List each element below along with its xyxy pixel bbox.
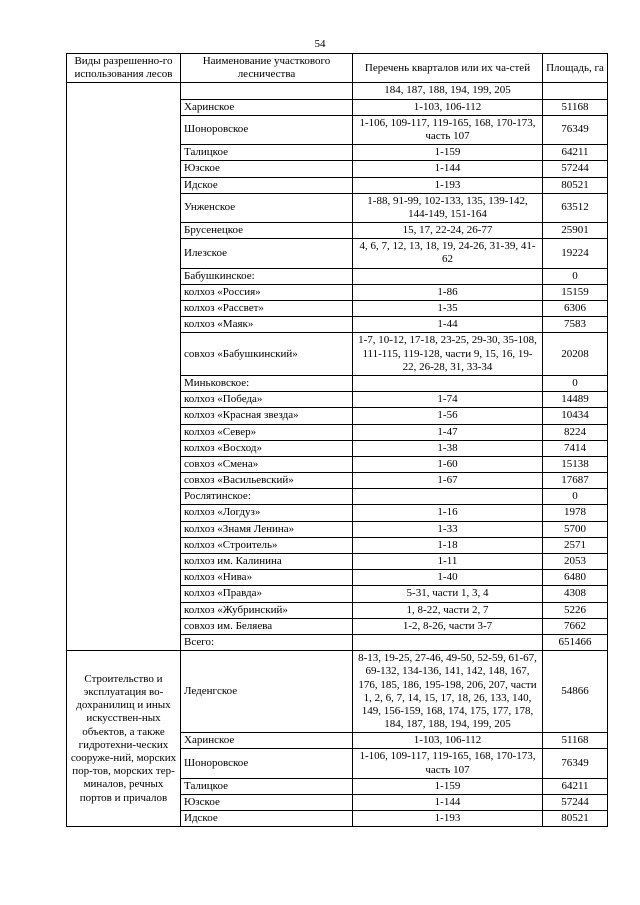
forestry-name-cell: Унженское xyxy=(181,193,353,222)
area-cell: 8224 xyxy=(543,424,608,440)
quarters-cell: 1-193 xyxy=(353,177,543,193)
forestry-name-cell: Талицкое xyxy=(181,145,353,161)
column-header-use-type: Виды разрешенно-го использования лесов xyxy=(67,54,181,83)
total-value: 651466 xyxy=(543,634,608,650)
quarters-cell: 1-40 xyxy=(353,570,543,586)
forestry-name-cell: колхоз «Север» xyxy=(181,424,353,440)
quarters-cell: 1-16 xyxy=(353,505,543,521)
table-header-row xyxy=(67,54,608,83)
forestry-name-cell: Юзское xyxy=(181,161,353,177)
quarters-cell: 1-38 xyxy=(353,440,543,456)
area-cell: 25901 xyxy=(543,223,608,239)
column-header-quarters: Перечень кварталов или их ча-стей xyxy=(353,54,543,83)
quarters-cell xyxy=(353,268,543,284)
area-cell: 0 xyxy=(543,489,608,505)
area-cell: 5226 xyxy=(543,602,608,618)
forestry-name-cell: колхоз «Жубринский» xyxy=(181,602,353,618)
area-cell: 20208 xyxy=(543,333,608,376)
forestry-name-cell: Брусенецкое xyxy=(181,223,353,239)
page-number: 54 xyxy=(314,38,326,50)
area-cell: 17687 xyxy=(543,473,608,489)
quarters-cell xyxy=(353,634,543,650)
quarters-cell: 4, 6, 7, 12, 13, 18, 19, 24-26, 31-39, 41-62 xyxy=(353,239,543,268)
area-cell: 0 xyxy=(543,375,608,391)
quarters-cell: 8-13, 19-25, 27-46, 49-50, 52-59, 61-67, 69-132, 134-136, 141, 142, 148, 167, 176, 185, 186, 195-198, 206, 207, части 1, 2, 6, 7, 14, 15, 17, 18, 26, 133, 140, 149, 156-159, 168, 174, 175, 177, 178, 184, 187, 188, 194, 199, 205 xyxy=(353,651,543,733)
quarters-cell: 1-33 xyxy=(353,521,543,537)
quarters-cell: 1-11 xyxy=(353,554,543,570)
forestry-name-cell: колхоз «Рассвет» xyxy=(181,301,353,317)
area-cell: 57244 xyxy=(543,161,608,177)
forestry-name-cell: колхоз «Россия» xyxy=(181,284,353,300)
forestry-name-cell: Леденгское xyxy=(181,651,353,733)
forestry-name-cell: Талицкое xyxy=(181,778,353,794)
forestry-name-cell: Илезское xyxy=(181,239,353,268)
area-cell: 51168 xyxy=(543,733,608,749)
area-cell: 7583 xyxy=(543,317,608,333)
forestry-name-cell: Идское xyxy=(181,177,353,193)
area-cell: 64211 xyxy=(543,145,608,161)
area-cell: 54866 xyxy=(543,651,608,733)
area-cell: 15138 xyxy=(543,456,608,472)
group-1-body xyxy=(67,83,608,651)
quarters-cell: 1-56 xyxy=(353,408,543,424)
forestry-name-cell: колхоз «Маяк» xyxy=(181,317,353,333)
quarters-cell: 1-2, 8-26, части 3-7 xyxy=(353,618,543,634)
area-cell: 57244 xyxy=(543,795,608,811)
area-cell: 64211 xyxy=(543,778,608,794)
forestry-name-cell: совхоз «Смена» xyxy=(181,456,353,472)
area-cell xyxy=(543,83,608,99)
forestry-name-cell: Рослятинское: xyxy=(181,489,353,505)
forestry-name-cell: колхоз «Победа» xyxy=(181,392,353,408)
forestry-name-cell: колхоз «Правда» xyxy=(181,586,353,602)
quarters-cell: 1, 8-22, части 2, 7 xyxy=(353,602,543,618)
total-label: Всего: xyxy=(181,634,353,650)
forestry-name-cell: совхоз «Бабушкинский» xyxy=(181,333,353,376)
forestry-name-cell: колхоз «Логдуз» xyxy=(181,505,353,521)
quarters-cell: 1-44 xyxy=(353,317,543,333)
forestry-name-cell: Харинское xyxy=(181,733,353,749)
area-cell: 4308 xyxy=(543,586,608,602)
forestry-name-cell: совхоз им. Беляева xyxy=(181,618,353,634)
area-cell: 7662 xyxy=(543,618,608,634)
quarters-cell xyxy=(353,375,543,391)
area-cell: 1978 xyxy=(543,505,608,521)
forestry-name-cell: Харинское xyxy=(181,99,353,115)
quarters-cell: 184, 187, 188, 194, 199, 205 xyxy=(353,83,543,99)
area-cell: 63512 xyxy=(543,193,608,222)
table-row xyxy=(67,651,608,733)
forestry-name-cell: колхоз «Знамя Ленина» xyxy=(181,521,353,537)
forestry-name-cell: Миньковское: xyxy=(181,375,353,391)
quarters-cell: 15, 17, 22-24, 26-77 xyxy=(353,223,543,239)
area-cell: 2571 xyxy=(543,537,608,553)
forestry-name-cell: колхоз «Красная звезда» xyxy=(181,408,353,424)
quarters-cell: 1-159 xyxy=(353,145,543,161)
forestry-name-cell: Юзское xyxy=(181,795,353,811)
area-cell: 14489 xyxy=(543,392,608,408)
area-cell: 2053 xyxy=(543,554,608,570)
area-cell: 15159 xyxy=(543,284,608,300)
quarters-cell: 1-7, 10-12, 17-18, 23-25, 29-30, 35-108, 111-115, 119-128, части 9, 15, 16, 19-22, 26-28, 31, 33-34 xyxy=(353,333,543,376)
forestry-name-cell: Идское xyxy=(181,811,353,827)
quarters-cell: 1-159 xyxy=(353,778,543,794)
quarters-cell: 1-193 xyxy=(353,811,543,827)
group-2-body xyxy=(67,651,608,827)
forestry-name-cell: колхоз им. Калинина xyxy=(181,554,353,570)
area-cell: 7414 xyxy=(543,440,608,456)
column-header-forestry-name: Наименование участкового лесничества xyxy=(181,54,353,83)
area-cell: 10434 xyxy=(543,408,608,424)
area-cell: 80521 xyxy=(543,177,608,193)
quarters-cell: 1-103, 106-112 xyxy=(353,99,543,115)
quarters-cell: 5-31, части 1, 3, 4 xyxy=(353,586,543,602)
table-row xyxy=(67,83,608,99)
area-cell: 76349 xyxy=(543,749,608,778)
quarters-cell xyxy=(353,489,543,505)
area-cell: 5700 xyxy=(543,521,608,537)
area-cell: 51168 xyxy=(543,99,608,115)
area-cell: 76349 xyxy=(543,115,608,144)
forestry-name-cell: колхоз «Восход» xyxy=(181,440,353,456)
forestry-name-cell: совхоз «Васильевский» xyxy=(181,473,353,489)
category-cell: Строительство и эксплуатация во-дохранилищ и иных искусствен-ных объектов, а также гидротехни-ческих сооруже-ний, морских пор-тов, морских тер-миналов, речных портов и причалов xyxy=(67,651,181,827)
quarters-cell: 1-47 xyxy=(353,424,543,440)
forestry-name-cell: Шоноровское xyxy=(181,115,353,144)
category-cell xyxy=(67,83,181,651)
forest-use-table xyxy=(66,53,608,827)
area-cell: 6306 xyxy=(543,301,608,317)
quarters-cell: 1-106, 109-117, 119-165, 168, 170-173, часть 107 xyxy=(353,115,543,144)
quarters-cell: 1-88, 91-99, 102-133, 135, 139-142, 144-149, 151-164 xyxy=(353,193,543,222)
quarters-cell: 1-144 xyxy=(353,795,543,811)
quarters-cell: 1-106, 109-117, 119-165, 168, 170-173, часть 107 xyxy=(353,749,543,778)
forestry-name-cell: Бабушкинское: xyxy=(181,268,353,284)
area-cell: 19224 xyxy=(543,239,608,268)
area-cell: 0 xyxy=(543,268,608,284)
area-cell: 6480 xyxy=(543,570,608,586)
quarters-cell: 1-86 xyxy=(353,284,543,300)
forestry-name-cell xyxy=(181,83,353,99)
quarters-cell: 1-18 xyxy=(353,537,543,553)
column-header-area: Площадь, га xyxy=(543,54,608,83)
quarters-cell: 1-67 xyxy=(353,473,543,489)
forestry-name-cell: колхоз «Нива» xyxy=(181,570,353,586)
quarters-cell: 1-144 xyxy=(353,161,543,177)
forestry-name-cell: колхоз «Строитель» xyxy=(181,537,353,553)
quarters-cell: 1-60 xyxy=(353,456,543,472)
quarters-cell: 1-35 xyxy=(353,301,543,317)
area-cell: 80521 xyxy=(543,811,608,827)
forestry-name-cell: Шоноровское xyxy=(181,749,353,778)
quarters-cell: 1-103, 106-112 xyxy=(353,733,543,749)
quarters-cell: 1-74 xyxy=(353,392,543,408)
